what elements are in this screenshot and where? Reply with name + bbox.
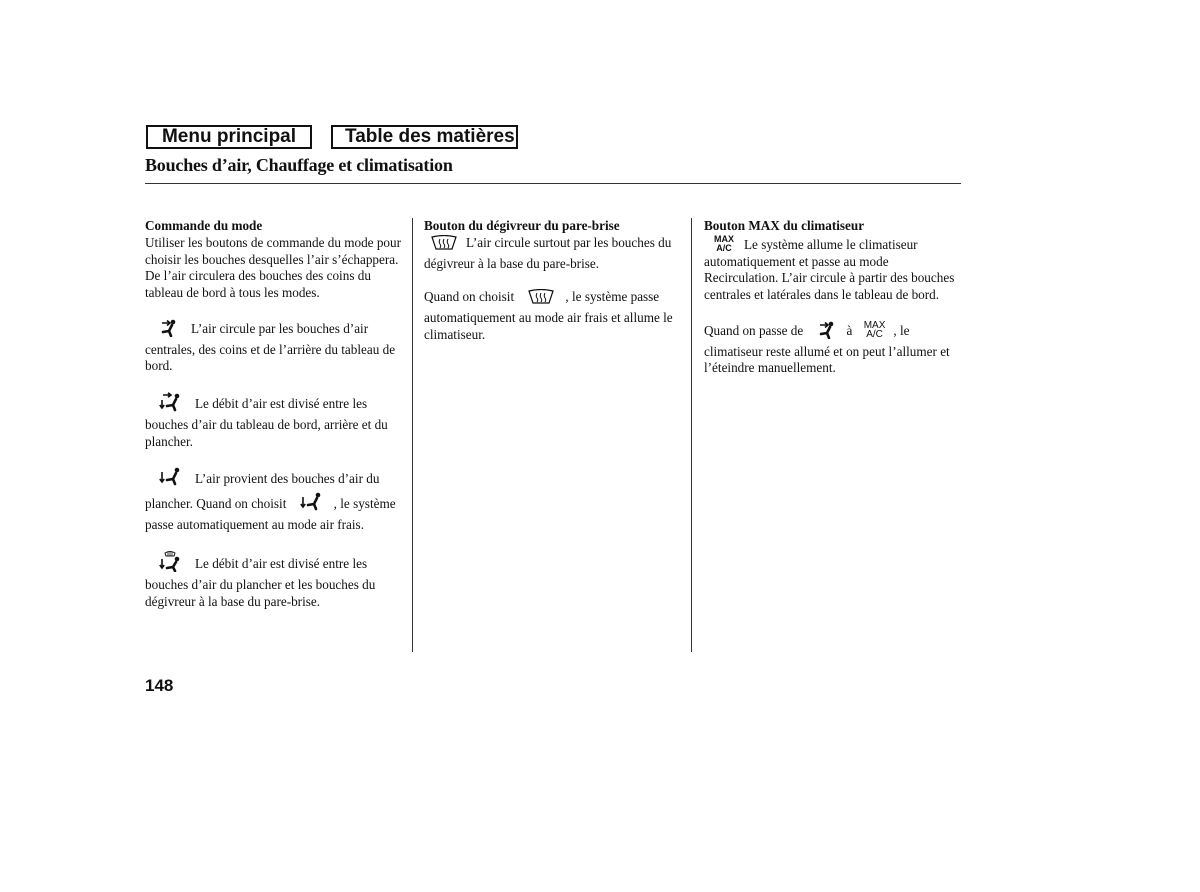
panel-mode-paragraph (145, 319, 407, 375)
mode-control-heading: Commande du mode (145, 218, 263, 233)
max-ac-switch-text-c: , le climatiseur reste allumé et on peut l’allumer et l’éteindre manuellement. (704, 322, 950, 376)
max-ac-icon-bottom: A/C (716, 242, 732, 253)
bilevel-mode-text: Le débit d’air est divisé entre les bouches d’air du tableau de bord, arrière et du plancher. (145, 395, 388, 449)
bilevel-mode-paragraph (145, 392, 407, 450)
defroster-column (424, 218, 686, 360)
vent-floor-mode-inline-icon (300, 492, 324, 517)
page-title: Bouches d’air, Chauffage et climatisation (145, 155, 453, 175)
max-ac-inline-icon-bottom: A/C (866, 328, 883, 340)
max-ac-text: Le système allume le climatiseur automatiquement et passe au mode Recirculation. L’air circule à partir des bouches centrales et latérales dans le tableau de bord. (704, 236, 955, 303)
mode-control-column (145, 218, 407, 628)
defroster-text: L’air circule surtout par les bouches du dégivreur à la base du pare-brise. (424, 234, 672, 271)
floor-mode-text-a: L’air provient des bouches d’air du plancher. Quand on choisit (145, 471, 380, 511)
max-ac-switch-paragraph (704, 321, 962, 377)
vent-floor-mode-icon (159, 467, 183, 492)
page-number: 148 (145, 676, 174, 695)
max-ac-paragraph (704, 235, 962, 304)
defroster-heading: Bouton du dégivreur du pare-brise (424, 218, 620, 233)
max-ac-icon (714, 235, 734, 253)
vent-panel-mode-inline-icon (817, 321, 837, 344)
max-ac-column (704, 218, 962, 394)
defroster-inline-icon (527, 289, 555, 310)
vent-floor-defrost-mode-icon (159, 550, 183, 577)
column-divider-2 (691, 218, 692, 652)
floor-mode-text-b: , le système passe automatiquement au mode air frais. (145, 495, 396, 532)
max-ac-switch-text-b: à (846, 322, 853, 338)
panel-mode-text: L’air circule par les bouches d’air centrales, des coins et de l’arrière du tableau de bord. (145, 320, 396, 374)
title-divider (145, 183, 961, 184)
defroster-icon (430, 235, 458, 256)
vent-panel-mode-icon (159, 319, 179, 342)
defroster-select-text-a: Quand on choisit (424, 289, 515, 305)
main-menu-button[interactable]: Menu principal (146, 125, 312, 149)
floor-defrost-mode-text: Le débit d’air est divisé entre les bouches d’air du plancher et les bouches du dégivreur à la base du pare-brise. (145, 556, 376, 609)
max-ac-inline-icon-top: MAX (863, 319, 886, 331)
mode-control-intro: Utiliser les boutons de commande du mode pour choisir les bouches desquelles l’air s’échappera. De l’air circulera des bouches des coins du tableau de bord à tous les modes. (145, 234, 402, 301)
max-ac-inline-icon (864, 321, 886, 339)
floor-defrost-mode-paragraph (145, 550, 407, 610)
defroster-select-paragraph (424, 289, 686, 343)
table-of-contents-button[interactable]: Table des matières (331, 125, 518, 149)
max-ac-switch-text-a: Quand on passe de (704, 322, 804, 338)
max-ac-icon-top: MAX (714, 233, 734, 244)
defroster-select-text-b: , le système passe automatiquement au mode air frais et allume le climatiseur. (424, 289, 673, 342)
vent-bilevel-mode-icon (159, 392, 183, 417)
defroster-paragraph (424, 235, 686, 273)
max-ac-heading: Bouton MAX du climatiseur (704, 218, 865, 233)
column-divider-1 (412, 218, 413, 652)
floor-mode-paragraph (145, 467, 407, 533)
